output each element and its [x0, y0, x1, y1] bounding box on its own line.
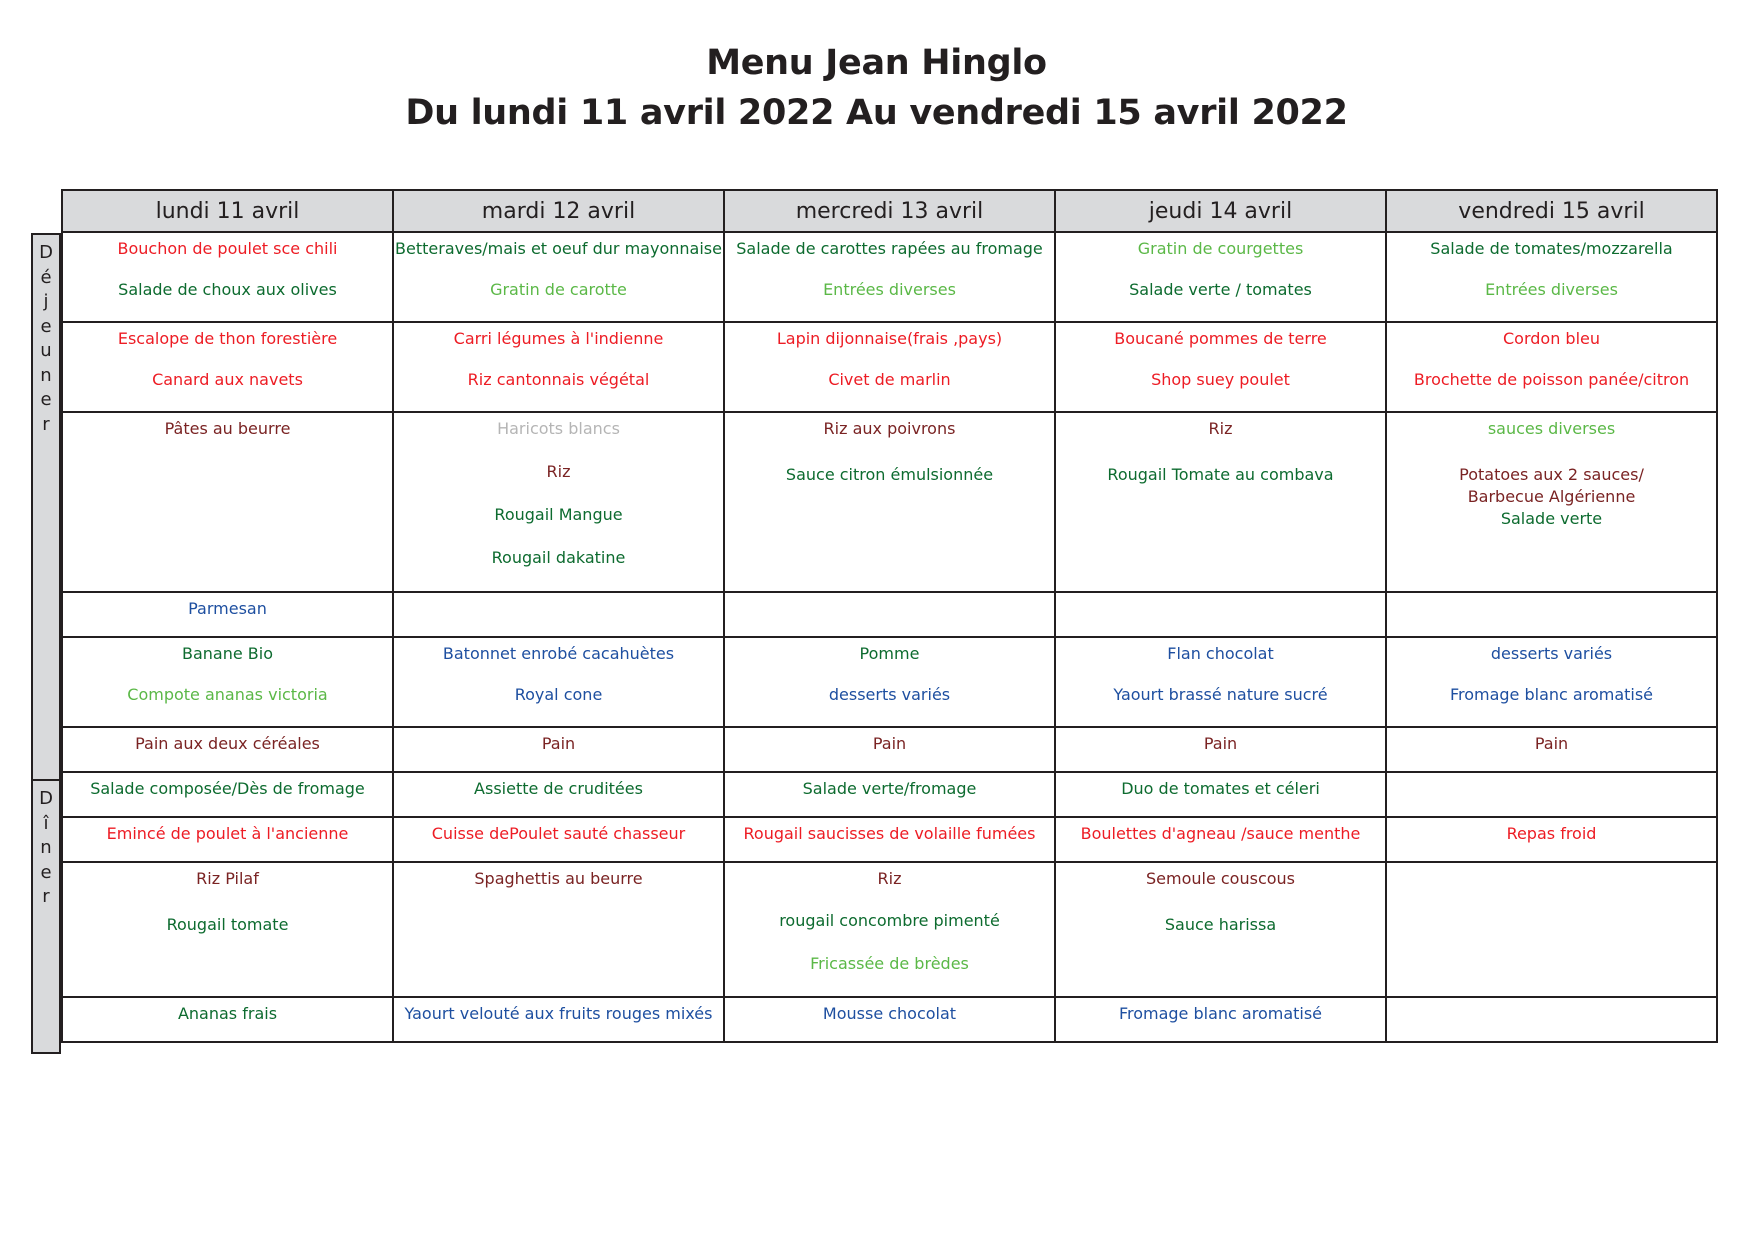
menu-item: Gratin de courgettes: [1137, 239, 1304, 258]
menu-item: Repas froid: [1506, 824, 1597, 843]
day-header-mardi: mardi 12 avril: [392, 189, 725, 233]
diner-plat-mercredi-cell: [723, 816, 1056, 863]
diner-dessert-row: [61, 996, 1716, 1043]
menu-item: Boucané pommes de terre: [1114, 329, 1327, 348]
diner-plat-vendredi-cell: [1385, 816, 1718, 863]
dejeuner-pain-row: [61, 726, 1716, 773]
dejeuner-accompagnement-mardi-cell: [392, 411, 725, 593]
menu-item: Salade de choux aux olives: [118, 280, 337, 299]
menu-item: Compote ananas victoria: [127, 685, 328, 704]
dejeuner-fromage-mercredi-cell: [723, 591, 1056, 638]
menu-item: Rougail saucisses de volaille fumées: [743, 824, 1036, 843]
dejeuner-pain-lundi-cell: [61, 726, 394, 773]
dejeuner-pain-jeudi-cell: [1054, 726, 1387, 773]
dejeuner-dessert-mercredi-cell: [723, 636, 1056, 728]
menu-item: Banane Bio: [181, 644, 273, 663]
diner-entree-mercredi-cell: [723, 771, 1056, 818]
menu-item: Duo de tomates et céleri: [1121, 779, 1320, 798]
diner-plat-row: [61, 816, 1716, 863]
dejeuner-entree-jeudi-cell: [1054, 231, 1387, 323]
diner-dessert-vendredi-cell: [1385, 996, 1718, 1043]
diner-dessert-mardi-cell: [392, 996, 725, 1043]
menu-item: Brochette de poisson panée/citron: [1413, 370, 1690, 389]
menu-grid: [61, 231, 1716, 1041]
menu-item: Lapin dijonnaise(frais ,pays): [776, 329, 1003, 348]
dejeuner-plat-lundi-cell: [61, 321, 394, 413]
dejeuner-plat-row: [61, 321, 1716, 413]
diner-dessert-lundi-cell: [61, 996, 394, 1043]
menu-item: Rougail Tomate au combava: [1107, 464, 1334, 484]
section-letter: r: [42, 886, 50, 907]
section-letter: é: [40, 266, 52, 288]
diner-dessert-mercredi-cell: [723, 996, 1056, 1043]
dejeuner-plat-mardi-cell: [392, 321, 725, 413]
menu-item: Civet de marlin: [828, 370, 951, 389]
diner-entree-jeudi-cell: [1054, 771, 1387, 818]
menu-item: Cuisse dePoulet sauté chasseur: [431, 824, 686, 843]
dejeuner-dessert-jeudi-cell: [1054, 636, 1387, 728]
section-letter: D: [39, 242, 53, 263]
diner-accompagnement-lundi-cell: [61, 861, 394, 998]
section-letter: e: [40, 315, 52, 337]
menu-title-line1: Menu Jean Hinglo: [706, 43, 1047, 83]
diner-entree-vendredi-cell: [1385, 771, 1718, 818]
menu-item: Pain: [872, 734, 907, 753]
diner-accompagnement-row: [61, 861, 1716, 998]
dejeuner-entree-row: [61, 231, 1716, 323]
menu-item: Yaourt velouté aux fruits rouges mixés: [404, 1004, 713, 1023]
menu-item: Riz Pilaf: [196, 869, 259, 888]
menu-item: Pain: [1534, 734, 1569, 753]
menu-item: Rougail tomate: [166, 914, 289, 934]
menu-item: Batonnet enrobé cacahuètes: [442, 644, 675, 663]
dejeuner-accompagnement-vendredi-cell: [1385, 411, 1718, 593]
menu-item: Betteraves/mais et oeuf dur mayonnaise: [395, 239, 722, 258]
section-letter: u: [40, 340, 52, 361]
diner-accompagnement-vendredi-cell: [1385, 861, 1718, 998]
menu-date-range: Du lundi 11 avril 2022 Au vendredi 15 avril 2022: [405, 93, 1348, 133]
menu-item: Flan chocolat: [1167, 644, 1274, 663]
dejeuner-plat-jeudi-cell: [1054, 321, 1387, 413]
menu-item: desserts variés: [828, 685, 951, 704]
menu-item: Spaghettis au beurre: [474, 869, 643, 888]
dejeuner-pain-mercredi-cell: [723, 726, 1056, 773]
diner-accompagnement-jeudi-cell: [1054, 861, 1387, 998]
menu-item: Entrées diverses: [1485, 280, 1618, 299]
menu-item: Pain: [1203, 734, 1238, 753]
dejeuner-accompagnement-lundi-cell: [61, 411, 394, 593]
menu-item: Riz aux poivrons: [823, 419, 956, 438]
diner-plat-mardi-cell: [392, 816, 725, 863]
menu-item: Parmesan: [188, 599, 267, 618]
dejeuner-entree-lundi-cell: [61, 231, 394, 323]
section-letter: r: [42, 413, 50, 435]
menu-item: Ananas frais: [177, 1004, 278, 1023]
menu-item: Shop suey poulet: [1151, 370, 1290, 389]
menu-item: Semoule couscous: [1145, 869, 1295, 888]
menu-item: Sauce citron émulsionnée: [785, 464, 994, 484]
menu-item: Fromage blanc aromatisé: [1118, 1004, 1323, 1023]
section-letter: e: [40, 861, 52, 883]
menu-item: Mousse chocolat: [822, 1004, 957, 1023]
dejeuner-fromage-row: [61, 591, 1716, 638]
diner-plat-jeudi-cell: [1054, 816, 1387, 863]
menu-item: Riz: [1208, 419, 1233, 438]
menu-item: Rougail dakatine: [491, 548, 626, 567]
menu-item: Gratin de carotte: [490, 280, 627, 299]
diner-accompagnement-mercredi-cell: [723, 861, 1056, 998]
menu-item: Pâtes au beurre: [164, 419, 291, 438]
menu-item: Riz: [546, 462, 571, 481]
menu-item: Salade de tomates/mozzarella: [1430, 239, 1673, 258]
menu-item: Escalope de thon forestière: [117, 329, 338, 348]
menu-item: Sauce harissa: [1164, 914, 1277, 934]
menu-item: desserts variés: [1490, 644, 1613, 663]
day-header-mercredi: mercredi 13 avril: [723, 189, 1056, 233]
menu-item: Riz cantonnais végétal: [467, 370, 650, 389]
diner-section-label: [31, 779, 61, 1054]
menu-item: Assiette de cruditées: [474, 779, 643, 798]
menu-item: Rougail Mangue: [494, 505, 623, 524]
diner-entree-lundi-cell: [61, 771, 394, 818]
menu-item: Royal cone: [514, 685, 603, 704]
menu-item: Pomme: [859, 644, 920, 663]
dejeuner-fromage-jeudi-cell: [1054, 591, 1387, 638]
day-header-row: [61, 189, 1716, 233]
diner-accompagnement-mardi-cell: [392, 861, 725, 998]
menu-item: Pain: [541, 734, 576, 753]
diner-entree-mardi-cell: [392, 771, 725, 818]
menu-item: Salade composée/Dès de fromage: [90, 779, 365, 798]
dejeuner-dessert-row: [61, 636, 1716, 728]
menu-item: Salade verte/fromage: [802, 779, 977, 798]
dejeuner-entree-vendredi-cell: [1385, 231, 1718, 323]
menu-item: sauces diverses: [1487, 419, 1616, 438]
section-letter: j: [43, 291, 49, 312]
menu-item: Canard aux navets: [152, 370, 303, 389]
dejeuner-fromage-mardi-cell: [392, 591, 725, 638]
menu-item: Cordon bleu: [1502, 329, 1600, 348]
menu-item: Pain aux deux céréales: [135, 734, 320, 753]
section-letter: n: [40, 364, 52, 386]
section-letter: î: [43, 812, 49, 834]
menu-title: [0, 38, 1753, 138]
dejeuner-section-label: [31, 233, 61, 781]
dejeuner-pain-vendredi-cell: [1385, 726, 1718, 773]
diner-dessert-jeudi-cell: [1054, 996, 1387, 1043]
dejeuner-entree-mercredi-cell: [723, 231, 1056, 323]
menu-item: Entrées diverses: [823, 280, 956, 299]
menu-item: Salade verte: [1500, 508, 1603, 528]
dejeuner-accompagnement-jeudi-cell: [1054, 411, 1387, 593]
menu-item: Salade de carottes rapées au fromage: [736, 239, 1043, 258]
section-letter: e: [40, 389, 52, 410]
dejeuner-accompagnement-row: [61, 411, 1716, 593]
dejeuner-dessert-vendredi-cell: [1385, 636, 1718, 728]
menu-item: Fromage blanc aromatisé: [1449, 685, 1654, 704]
day-header-vendredi: vendredi 15 avril: [1385, 189, 1718, 233]
dejeuner-plat-mercredi-cell: [723, 321, 1056, 413]
menu-item: Riz: [877, 869, 902, 888]
menu-item: rougail concombre pimenté: [779, 911, 1000, 931]
dejeuner-fromage-vendredi-cell: [1385, 591, 1718, 638]
dejeuner-dessert-mardi-cell: [392, 636, 725, 728]
dejeuner-plat-vendredi-cell: [1385, 321, 1718, 413]
dejeuner-accompagnement-mercredi-cell: [723, 411, 1056, 593]
dejeuner-pain-mardi-cell: [392, 726, 725, 773]
menu-item: Barbecue Algérienne: [1467, 486, 1636, 506]
dejeuner-dessert-lundi-cell: [61, 636, 394, 728]
menu-item: Bouchon de poulet sce chili: [117, 239, 338, 258]
section-letter: n: [40, 837, 52, 858]
menu-item: Salade verte / tomates: [1129, 280, 1312, 299]
dejeuner-fromage-lundi-cell: [61, 591, 394, 638]
menu-item: Haricots blancs: [497, 419, 620, 438]
menu-item: Yaourt brassé nature sucré: [1113, 685, 1328, 704]
day-header-lundi: lundi 11 avril: [61, 189, 394, 233]
menu-item: Fricassée de brèdes: [810, 953, 969, 973]
menu-item: Carri légumes à l'indienne: [453, 329, 664, 348]
diner-entree-row: [61, 771, 1716, 818]
day-header-jeudi: jeudi 14 avril: [1054, 189, 1387, 233]
dejeuner-entree-mardi-cell: [392, 231, 725, 323]
section-letter: D: [39, 788, 53, 809]
diner-plat-lundi-cell: [61, 816, 394, 863]
menu-item: Potatoes aux 2 sauces/: [1459, 464, 1644, 484]
menu-item: Boulettes d'agneau /sauce menthe: [1080, 824, 1361, 843]
menu-item: Emincé de poulet à l'ancienne: [106, 824, 349, 843]
